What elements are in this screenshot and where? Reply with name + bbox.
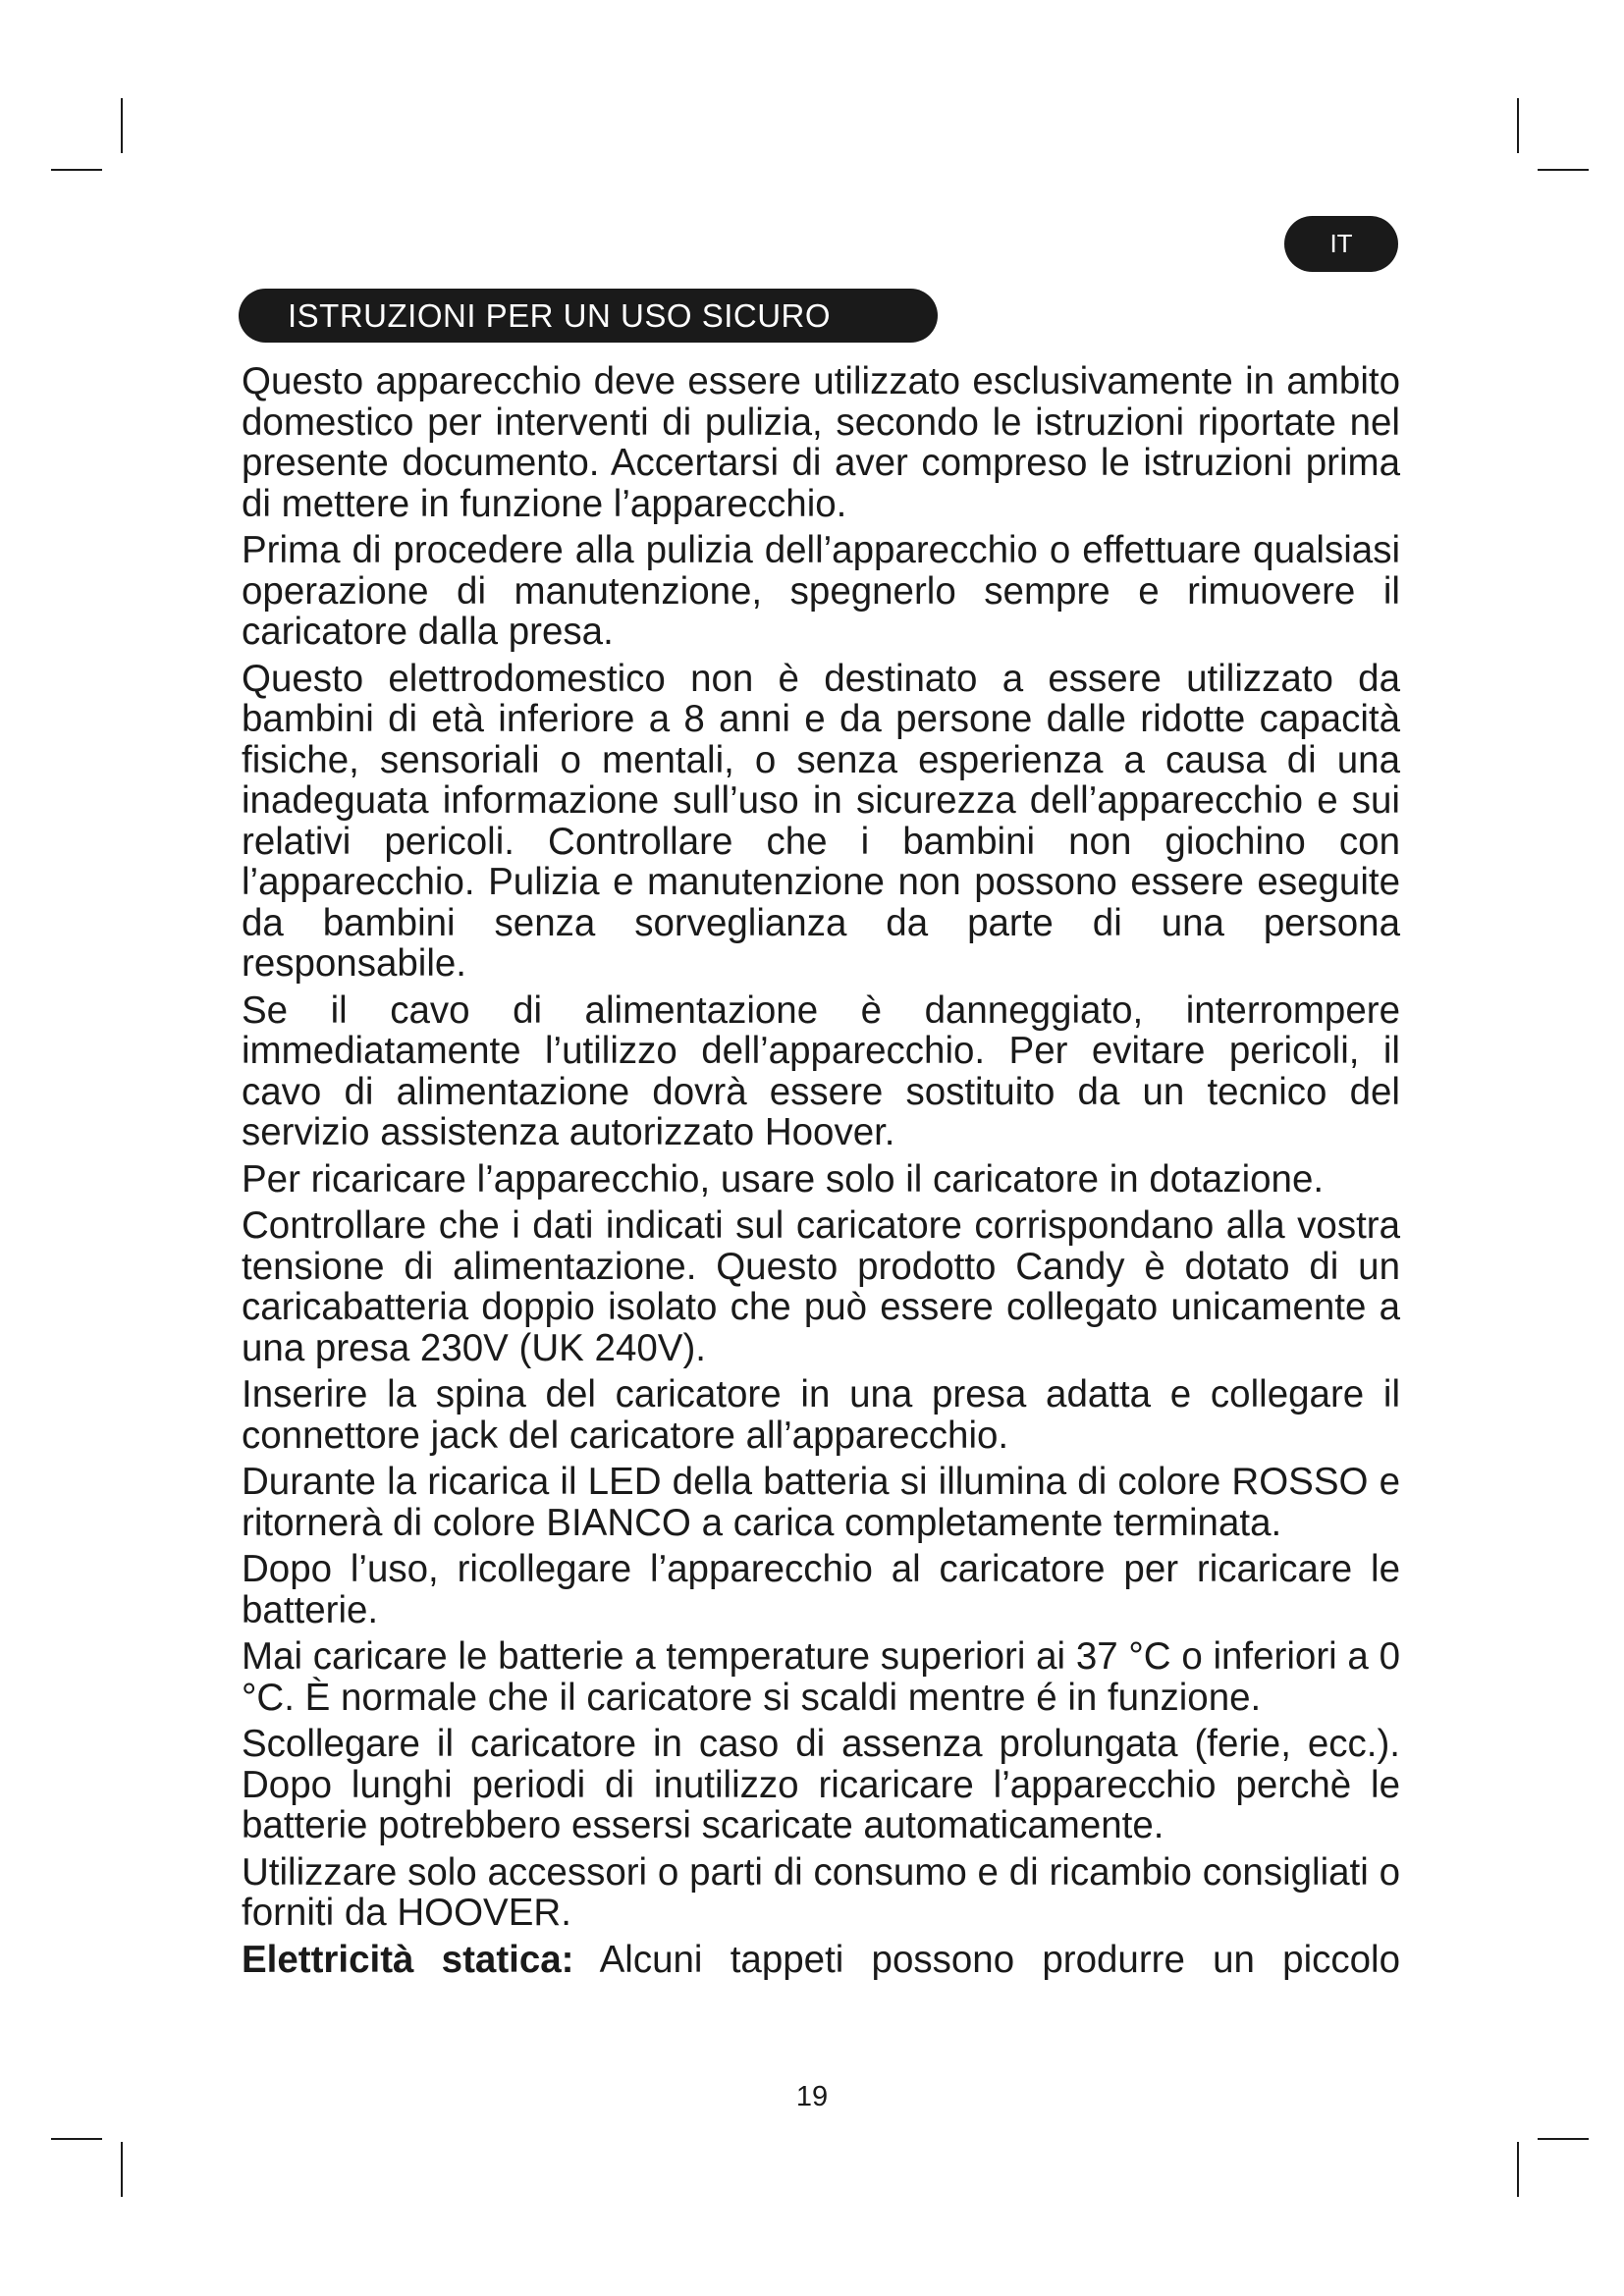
paragraph-voltage-check: Controllare che i dati indicati sul caricatore corrispondano alla vostra tensione di alimentazione. Questo prodotto Candy è dotato di un caricabatteria doppio isolato che può essere collegato unicamente a una presa 230V (UK 240V).: [242, 1204, 1400, 1369]
crop-mark-bottom-left-vertical: [121, 2142, 123, 2197]
language-badge: [1284, 216, 1398, 272]
paragraph-maintenance: Prima di procedere alla pulizia dell’apparecchio o effettuare qualsiasi operazione di manutenzione, spegnerlo sempre e rimuovere il caricatore dalla presa.: [242, 529, 1400, 653]
crop-mark-bottom-right-horizontal: [1538, 2138, 1589, 2140]
crop-mark-top-left-vertical: [121, 98, 123, 153]
paragraph-accessories: Utilizzare solo accessori o parti di consumo e di ricambio consigliati o forniti da HOOVER.: [242, 1850, 1400, 1934]
paragraph-led-indicator: Durante la ricarica il LED della batteria si illumina di colore ROSSO e ritornerà di colore BIANCO a carica completamente terminata.: [242, 1461, 1400, 1544]
crop-mark-top-left-horizontal: [51, 169, 102, 171]
paragraph-damaged-cable: Se il cavo di alimentazione è danneggiato, interrompere immediatamente l’utilizzo dell’apparecchio. Per evitare pericoli, il cavo di alimentazione dovrà essere sostituito da un tecnico del servizio assistenza autorizzato Hoover.: [242, 988, 1400, 1153]
page-number: 19: [795, 2081, 829, 2112]
paragraph-long-absence: Scollegare il caricatore in caso di assenza prolungata (ferie, ecc.). Dopo lunghi periodi di inutilizzo ricaricare l’apparecchio perchè le batterie potrebbero essersi scaricate automaticamente.: [242, 1723, 1400, 1846]
paragraph-charger-use: Per ricaricare l’apparecchio, usare solo il caricatore in dotazione.: [242, 1157, 1325, 1201]
crop-mark-top-right-vertical: [1517, 98, 1519, 153]
crop-mark-bottom-right-vertical: [1517, 2142, 1519, 2197]
paragraph-children-safety: Questo elettrodomestico non è destinato a essere utilizzato da bambini di età inferiore a 8 anni e da persone dalle ridotte capacità fisiche, sensoriali o mentali, o senza esperienza a causa di una inadeguata informazione sull’uso in sicurezza dell’apparecchio e sui relativi pericoli. Controllare che i bambini non giochino con l’apparecchio. Pulizia e manutenzione non possono essere eseguite da bambini senza sorveglianza da parte di una persona responsabile.: [242, 657, 1400, 985]
section-title: [239, 289, 938, 343]
static-electricity-text: Alcuni tappeti possono produrre un piccolo: [599, 1938, 1401, 1981]
paragraph-intended-use: Questo apparecchio deve essere utilizzato esclusivamente in ambito domestico per interventi di pulizia, secondo le istruzioni riportate nel presente documento. Accertarsi di aver compreso le istruzioni prima di mettere in funzione l’apparecchio.: [242, 360, 1400, 525]
static-electricity-label: Elettricità statica:: [242, 1938, 574, 1981]
paragraph-static-electricity: [242, 1940, 1400, 1981]
paragraph-temperature: Mai caricare le batterie a temperature superiori ai 37 °C o inferiori a 0 °C. È normale che il caricatore si scaldi mentre é in funzione.: [242, 1635, 1400, 1719]
language-badge-label: IT: [1329, 229, 1353, 258]
paragraph-charger-connection: Inserire la spina del caricatore in una presa adatta e collegare il connettore jack del caricatore all’apparecchio.: [242, 1373, 1400, 1457]
crop-mark-bottom-left-horizontal: [51, 2138, 102, 2140]
section-title-label: ISTRUZIONI PER UN USO SICURO: [288, 296, 832, 334]
safety-instructions-text: [242, 361, 1400, 1986]
crop-mark-top-right-horizontal: [1538, 169, 1589, 171]
paragraph-recharge-after-use: Dopo l’uso, ricollegare l’apparecchio al caricatore per ricaricare le batterie.: [242, 1548, 1400, 1631]
